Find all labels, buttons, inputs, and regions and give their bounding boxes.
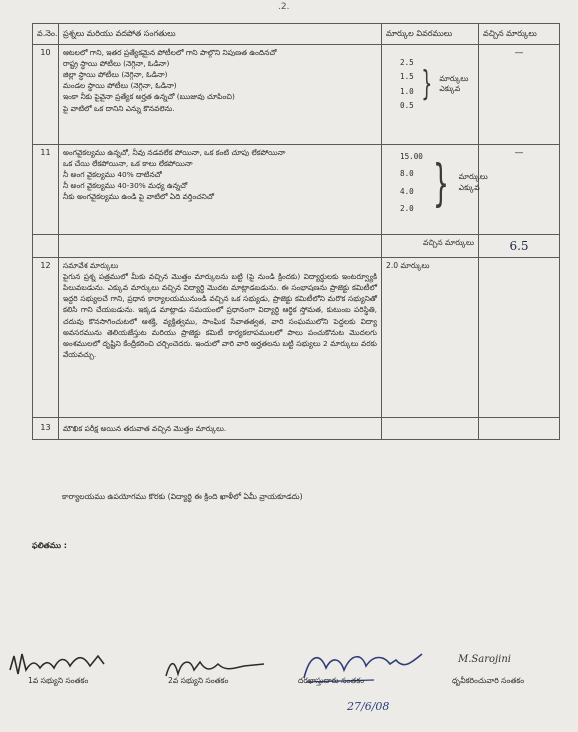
table-header-row	[33, 24, 560, 45]
mark-value: 15.00	[400, 152, 423, 161]
brace-mark: }	[421, 64, 432, 105]
row-number: 12	[33, 258, 59, 418]
signature-label-member2: 2వ సభ్యుని సంతకం	[168, 676, 229, 685]
question-line: నీకు అంగవైకల్యము ఉండి పై వాటిలో ఏది వర్తించనిచో	[63, 192, 214, 202]
subtotal-score: 6.5	[479, 235, 560, 258]
question-line: నీ అంగ వైకల్యము 40% దాటినచో	[63, 170, 162, 180]
marks-obtained: —	[479, 145, 560, 235]
marks-obtained: —	[479, 45, 560, 145]
row-number: 10	[33, 45, 59, 145]
mark-value: 2.0	[400, 204, 414, 214]
mark-value: 1.5	[400, 72, 414, 82]
question-text	[59, 258, 382, 418]
verifier-handwritten-name: M.Sarojini	[458, 654, 511, 665]
question-line: అంగవైకల్యము ఉన్నచో, నీవు నడవలేక పోయినా, ఒక కంటి చూపు లేకపోయినా	[63, 148, 286, 157]
question-text	[59, 145, 382, 235]
signature-label-member1: 1వ సభ్యుని సంతకం	[28, 676, 89, 685]
question-line: ఆటలలో గాని, ఇతర ప్రత్యేకమైన పోటీలలో గాని పాల్గొని నిపుణత ఉందినచో	[63, 48, 277, 57]
signature-label-verifier: ధృవీకరించువారి సంతకం	[452, 676, 525, 685]
evaluation-table	[32, 23, 560, 440]
question-text: మౌఖిక పరీక్ష అయిన తరువాత వచ్చిన మొత్తం మార్కులు.	[59, 418, 382, 440]
mark-value: 4.0	[400, 186, 414, 196]
marks-note-line: ఎక్కువ	[458, 182, 480, 192]
table-row-10	[33, 45, 560, 145]
question-line: పై వాటిలో ఒక దానిని ఎన్ను కొనవలెను.	[63, 103, 175, 113]
mark-value: 2.5	[400, 58, 414, 67]
marks-note-line: మార్కులు	[439, 73, 469, 83]
table-row-13	[33, 418, 560, 440]
question-line: ఇంకా నీకు పైవైనా ప్రత్యేక అర్హత ఉన్నచో (ఋజువు చూపించి)	[63, 92, 235, 102]
office-use-note: కార్యాలయము ఉపయోగము కొరకు (విద్యార్థి ఈ క్రింది ఖాళీలో ఏమీ వ్రాయకూడదు)	[62, 492, 303, 501]
marks-obtained	[479, 258, 560, 418]
row-number: 13	[33, 418, 59, 440]
table-row-12	[33, 258, 560, 418]
marks-note-line: మార్కులు	[458, 172, 488, 182]
mark-value: 8.0	[400, 169, 414, 179]
question-line: రాష్ట్ర స్థాయి పోటీలు (నెగ్గినా, ఓడినా)	[63, 59, 170, 69]
interview-heading: సమావేశ మార్కులు	[63, 261, 119, 270]
result-label: ఫలితము :	[32, 541, 67, 550]
row-number: 11	[33, 145, 59, 235]
mark-details	[382, 45, 479, 145]
question-text	[59, 45, 382, 145]
subtotal-row	[33, 235, 560, 258]
header-questions: ప్రశ్నలు మరియు వదపోత సంగతులు	[59, 24, 382, 45]
marks-obtained	[479, 418, 560, 440]
header-mark-details: మార్కుల వివరములు	[382, 24, 479, 45]
mark-details	[382, 145, 488, 235]
mark-value: 1.0	[400, 86, 414, 96]
page-number: .2.	[278, 2, 290, 12]
subtotal-label: వచ్చిన మార్కులు	[382, 235, 479, 258]
question-line: జిల్లా స్థాయి పోటీలు (నెగ్గినా, ఓడినా)	[63, 70, 168, 80]
mark-details	[382, 418, 479, 440]
handwritten-date: 27/6/08	[347, 700, 390, 713]
header-marks-obtained: వచ్చిన మార్కులు	[479, 24, 560, 45]
question-line: ఒక చేయి లేకపోయినా, ఒక కాలు లేకపోయినా	[63, 159, 193, 169]
marks-note-line: ఎక్కువ	[439, 84, 461, 94]
mark-value: 0.5	[400, 101, 414, 111]
question-line: నీ అంగ వైకల్యము 40-30% మధ్య ఉన్నచో	[63, 181, 188, 191]
mark-details: 2.0 మార్కులు	[382, 258, 479, 418]
brace-mark: }	[432, 153, 449, 212]
header-serial: వ.నెం.	[33, 24, 59, 45]
table-row-11	[33, 145, 560, 235]
interview-description: పైగున ప్రశ్న పత్రములో మీకు వచ్చిన మొత్తం మార్కులను బట్టి (పై నుండి క్రిందకు) విద్యార్థులకు ఇంటర్వ్యూకి పిలువబడును. ఎక్కువ మార్కులు వచ్చిన విద్యార్థి మొదట మాట్లాడబడును. ఈ సంభాషణను ప్రాజెక్టు కమిటీలో ఇద్దరి సభ్యులచే గాని, ప్రధాన కార్యాలయమునుండి వచ్చిన ఒక సభ్యుడు, ప్రాజెక్టు కమిటీలోని మరొక సభ్యునితో కలిసి గాని చేయబడును. ఇక్కడ మాట్లాడు సమయంలో ప్రధానంగా విద్యార్థి ఆర్థిక స్తోమత, కుటుంబ పరిస్థితి, చదువు కొనసాగించుటలో ఆశక్తి, వ్యక్తిత్వము, సాంఘిక సేవాతత్వత, వారి సంఘములోని పెద్దలకు విద్యా అవసరమును తెలియజేస్తుట మరియు ప్రాజెక్టు కమిటీ కార్యకలాపములలో పాలు పంచుకొనుట మొదలగు అంశములలో దృష్టిని కేంద్రీకరించి చర్చించెదరు. ఇందులో వారి వారి అర్హతలను బట్టి సభ్యులు 2 మార్కులు వరకు వేయవచ్చు.	[63, 272, 377, 359]
question-line: మండల స్థాయి పోటీలు (నెగ్గినా, ఓడినా)	[63, 81, 177, 91]
signature-label-applicant: దరఖాస్తుదారు సంతకం	[298, 676, 365, 685]
